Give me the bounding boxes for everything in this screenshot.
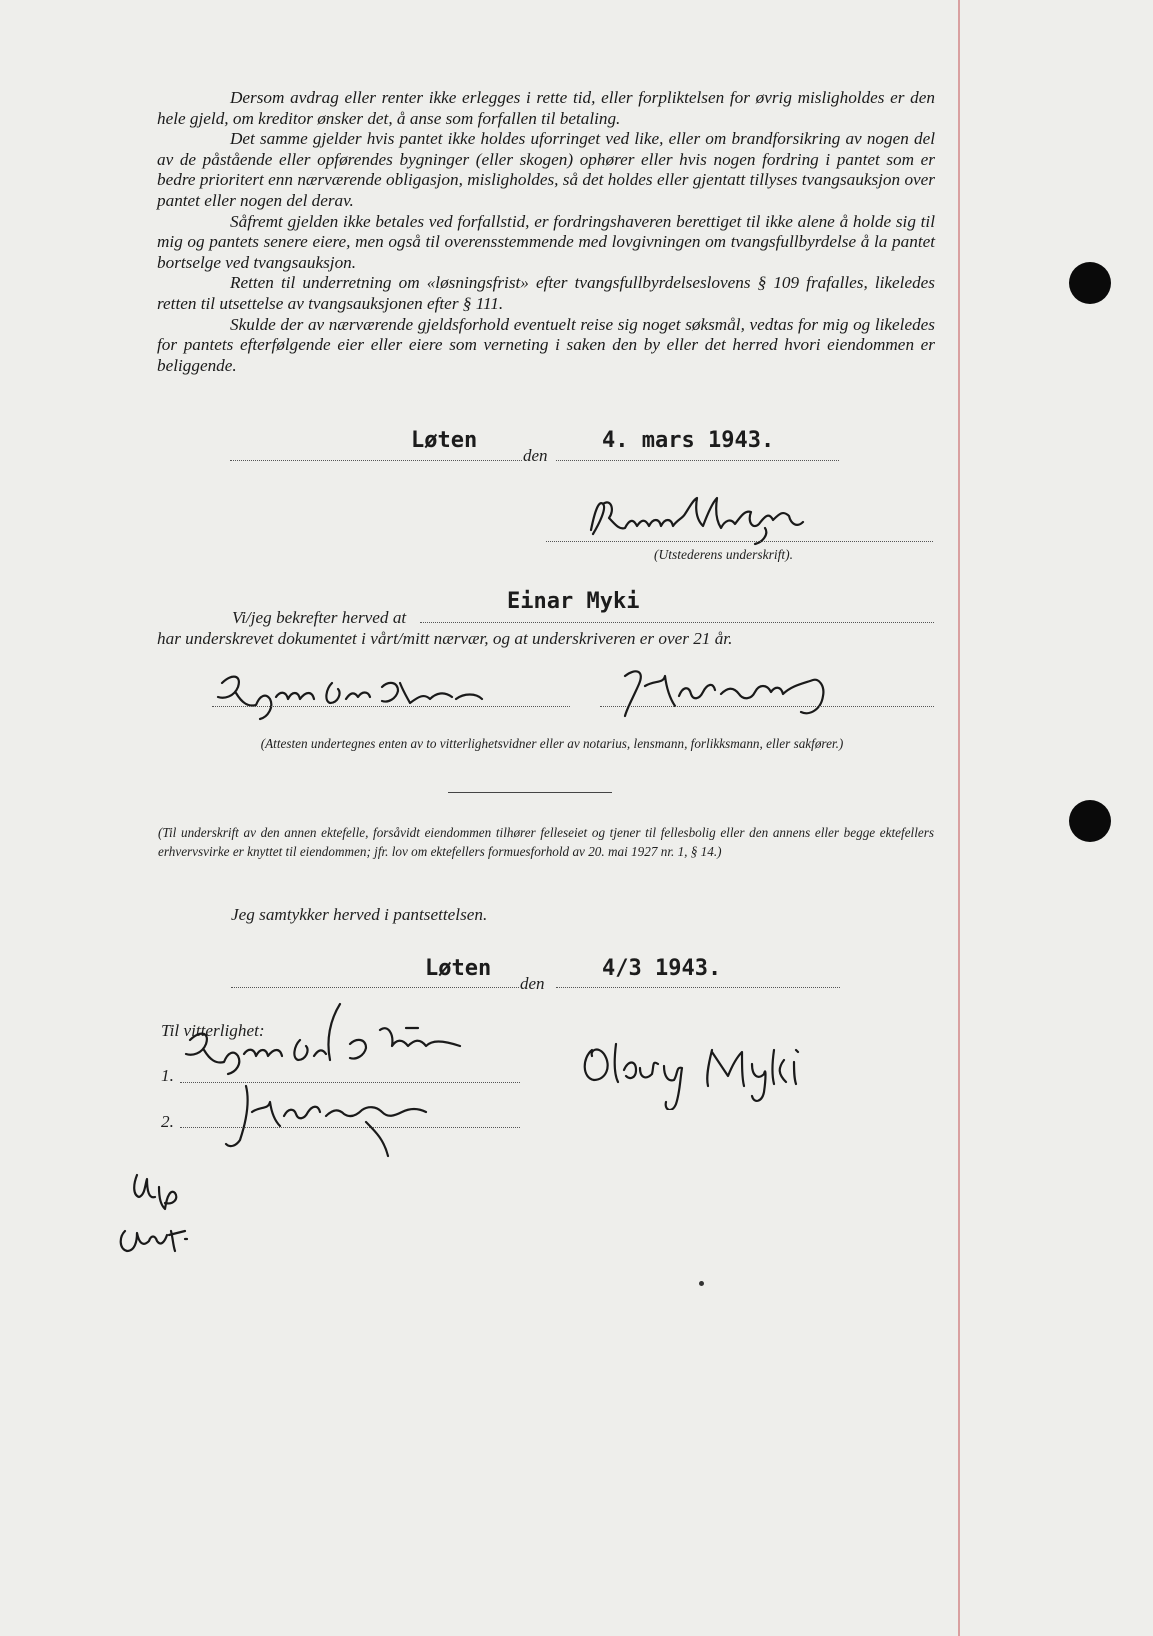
punch-hole <box>1069 262 1111 304</box>
attest-name-line <box>420 622 934 623</box>
witness-line-1: Vi/jeg bekrefter herved at <box>232 608 407 627</box>
date-line-2b <box>556 987 840 988</box>
issuer-sig-caption: (Utstederens underskrift). <box>654 547 793 562</box>
witness-number-2: 2. <box>161 1112 174 1131</box>
til-vitterlighet: Til vitterlighet: <box>161 1021 265 1040</box>
witness-number-1: 1. <box>161 1066 174 1085</box>
spouse-note: (Til underskrift av den annen ektefelle, forsåvidt eiendommen tilhører felleseiet og tjener til fellesbolig eller den annens eller begge ektefellers erhvervsvirke er knyttet til eiendommen; jfr. lov om ektefellers formuesforhold av 20. mai 1927 nr. 1, § 14.) <box>158 825 934 859</box>
vitne-1-signature <box>180 1000 520 1080</box>
witness-2-signature <box>605 656 905 736</box>
date-1: 4. mars 1943. <box>602 428 775 453</box>
place-2: Løten <box>425 956 492 981</box>
date-line-1 <box>230 460 522 461</box>
separator-line <box>448 792 612 793</box>
typed-name: Einar Myki <box>507 589 640 614</box>
witness-sig-line-1 <box>212 706 570 707</box>
punch-hole <box>1069 800 1111 842</box>
witness-line-2: har underskrevet dokumentet i vårt/mitt nærvær, og at underskriveren er over 21 år. <box>157 629 733 648</box>
date-2: 4/3 1943. <box>602 956 722 981</box>
paragraph: Retten til underretning om «løsningsfrist» efter tvangsfullbyrdelseslovens § 109 frafalles, likeledes retten til utsettelse av tvangsauksjonen efter § 111. <box>157 273 935 313</box>
den-2: den <box>520 974 545 993</box>
paragraph: Dersom avdrag eller renter ikke erlegges i rette tid, eller forpliktelsen for øvrig misligholdes er den hele gjeld, om kreditor ønsker det, å anse som forfallen til betaling. <box>157 88 935 128</box>
paragraph: Skulde der av nærværende gjeldsforhold eventuelt reise sig noget søksmål, vedtas for mig og likeledes for pantets efterfølgende eier eller eiere som verneting i saken den by eller det herred hvori eiendommen er beliggende. <box>157 314 935 375</box>
consent-text: Jeg samtykker herved i pantsettelsen. <box>231 905 488 924</box>
witness-caption: (Attesten undertegnes enten av to vitterlighetsvidner eller av notarius, lensmann, forlikksmann, eller sakfører.) <box>260 736 844 751</box>
olaug-myki-signature <box>572 1030 852 1110</box>
ink-dot <box>699 1281 704 1286</box>
paragraph: Det samme gjelder hvis pantet ikke holdes uforringet ved like, eller om brandforsikring av nogen del av de påstående eller opførendes bygninger (eller skogen) ophører eller hvis nogen fordring i pantet som er bedre prioritert enn nærværende obligasjon, misligholdes, så det holdes eller gjentatt tillyses tvangsauksjon over pantet eller nogen del derav. <box>157 129 935 210</box>
place-1: Løten <box>411 428 478 453</box>
witness-sig-line-2 <box>600 706 934 707</box>
date-line-1b <box>556 460 839 461</box>
terms-text <box>157 88 935 376</box>
vitne-2-signature <box>206 1082 506 1162</box>
witness-1-signature <box>212 663 572 733</box>
paragraph: Såfremt gjelden ikke betales ved forfallstid, er fordringshaveren berettiget til ikke alene å holde sig til mig og pantets senere eiere, men også til overensstemmende med lovgivningen om tvangsfullbyrdelse å la pantet bortselge ved tvangsauksjon. <box>157 211 935 272</box>
den-1: den <box>523 446 548 465</box>
red-margin-line <box>958 0 960 1636</box>
issuer-sig-line <box>546 541 933 542</box>
margin-initials <box>115 1165 205 1265</box>
date-line-2 <box>231 987 519 988</box>
